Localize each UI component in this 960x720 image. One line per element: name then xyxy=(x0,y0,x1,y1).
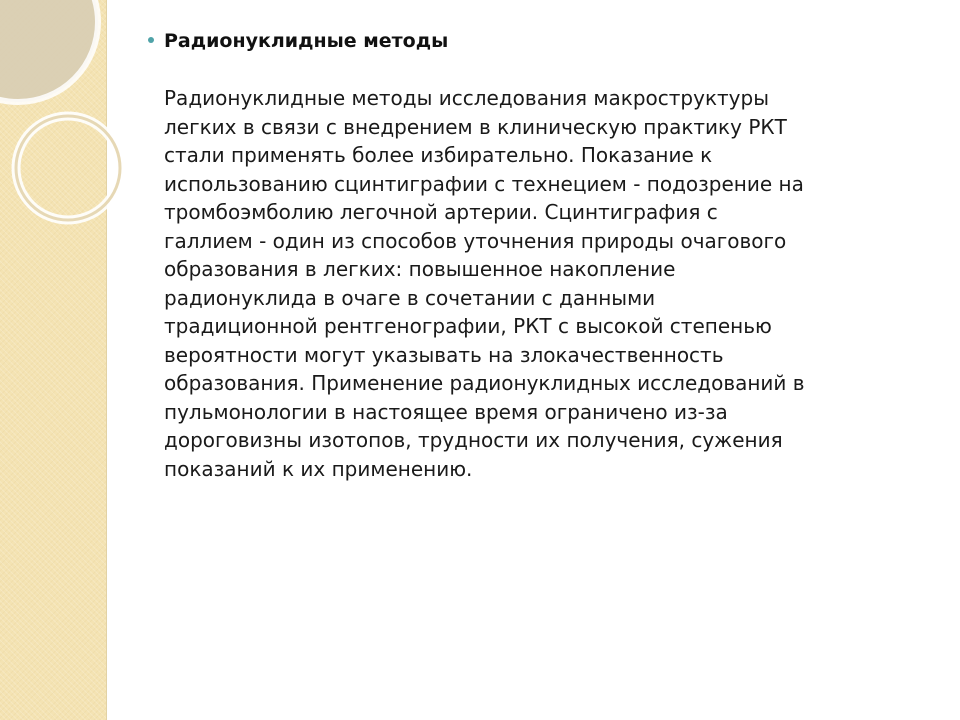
ring-decoration-icon xyxy=(0,0,160,260)
slide-heading: Радионуклидные методы xyxy=(164,30,449,52)
body-line: легких в связи с внедрением в клиническую практику РКТ xyxy=(164,114,787,139)
body-line: образования. Применение радионуклидных исследований в xyxy=(164,371,805,395)
body-line: Радионуклидные методы исследования макроструктуры xyxy=(164,86,769,110)
body-line: пульмонологии в настоящее время ограничено из-за xyxy=(164,399,728,424)
body-line: дороговизны изотопов, трудности их получения, сужения xyxy=(164,428,783,452)
body-line: вероятности могут указывать на злокачественность xyxy=(164,342,724,367)
body-line: галлием - один из способов уточнения природы очагового xyxy=(164,228,787,253)
body-line: радионуклида в очаге в сочетании с данными xyxy=(164,285,656,310)
body-line: использованию сцинтиграфии с технецием - подозрение на xyxy=(164,171,804,196)
bullet-dot-icon xyxy=(148,37,154,43)
body-line: образования в легких: повышенное накопление xyxy=(164,257,676,281)
slide-content xyxy=(148,28,918,483)
body-paragraph xyxy=(164,84,918,483)
body-line: традиционной рентгенографии, РКТ с высокой степенью xyxy=(164,314,772,338)
body-line: тромбоэмболию легочной артерии. Сцинтиграфия с xyxy=(164,200,718,224)
body-line: стали применять более избирательно. Показание к xyxy=(164,143,713,167)
bullet-item xyxy=(148,28,918,54)
body-line: показаний к их применению. xyxy=(164,456,473,481)
